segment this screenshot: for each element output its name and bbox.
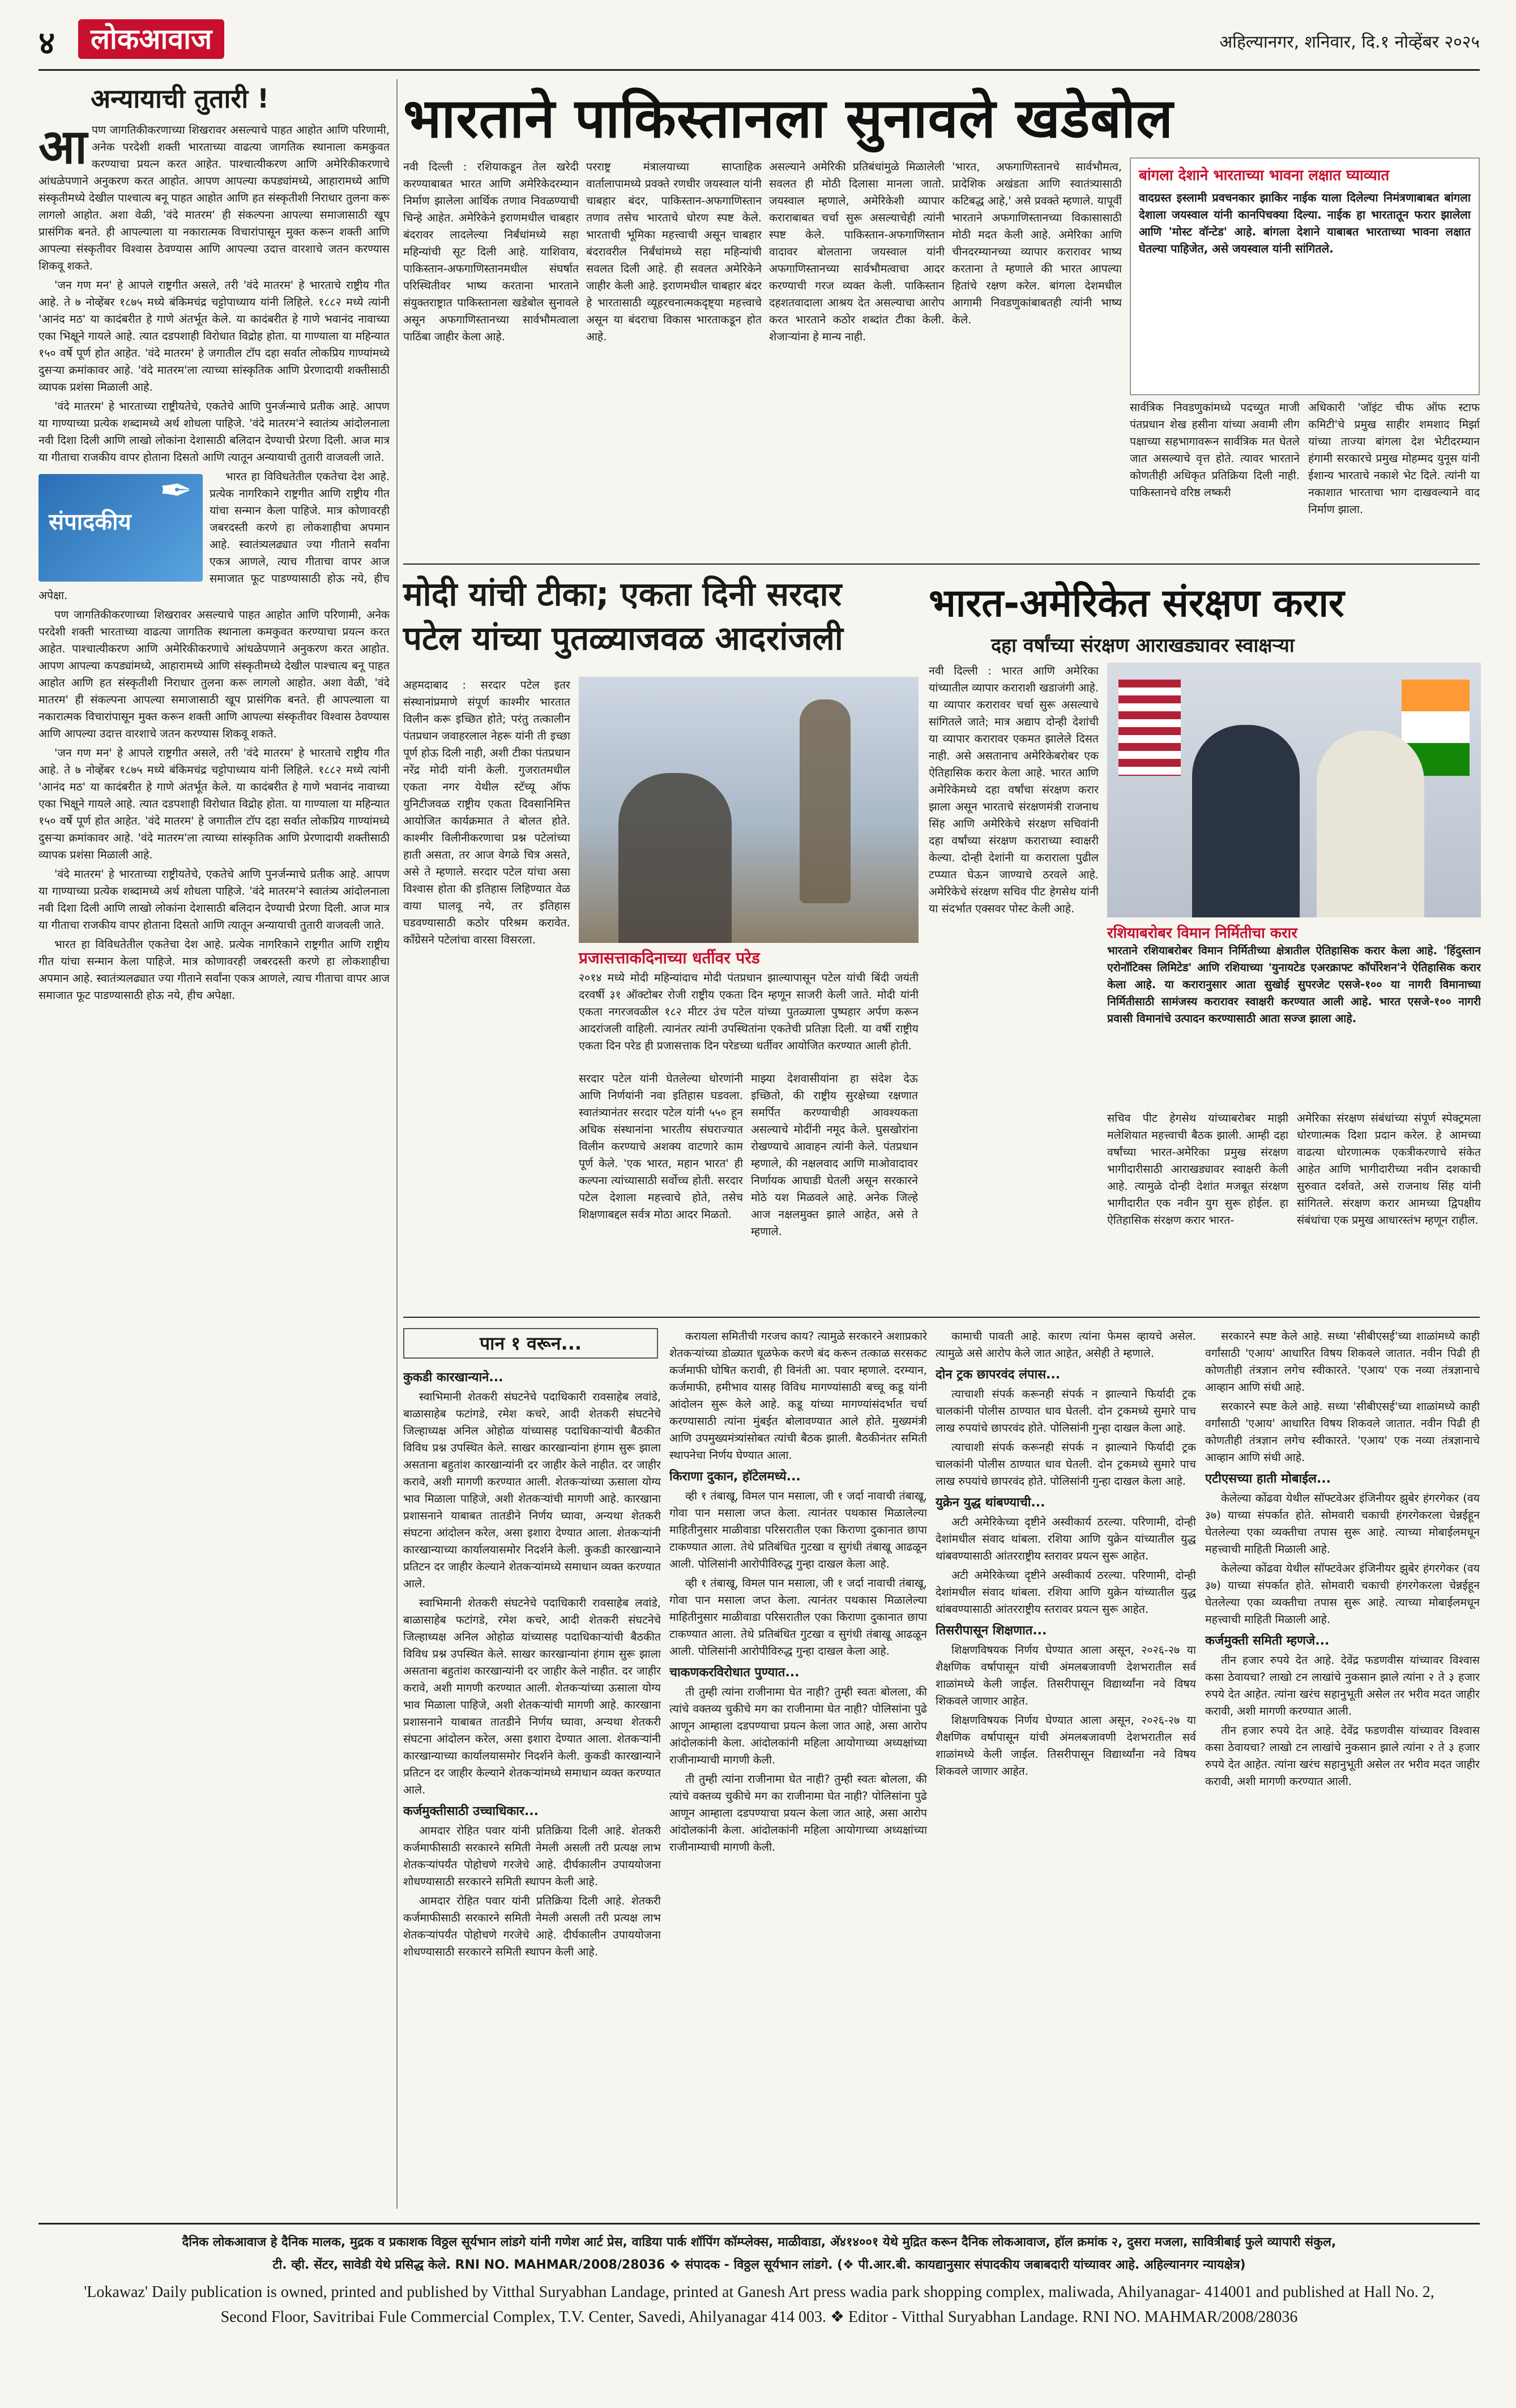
- story-text: स्वाभिमानी शेतकरी संघटनेचे पदाधिकारी रावसाहेब लवांडे, बाळासाहेब फटांगडे, रमेश कचरे, आदी शेतकरी संघटनेचे जिल्हाध्यक्ष अनिल ओहोळ यांच्यासह पदाधिकाऱ्यांची बैठकीत विविध प्रश्न उपस्थित केले. साखर कारखान्यांना हंगाम सुरू झाला असताना बहुतांश कारखान्यांनी दर जाहीर केले नाहीत. दर जाहीर करावे, अशी मागणी करण्यात आली. शेतकऱ्यांच्या ऊसाला योग्य भाव मिळाला पाहिजे, अशी शेतकऱ्यांची मागणी आहे. कारखाना प्रशासनाने याबाबत तातडीने निर्णय घ्यावा, अन्यथा शेतकरी संघटना आंदोलन करेल, असा इशारा देण्यात आला. शेतकऱ्यांनी कारखान्याच्या कार्यालयासमोर निदर्शने केली. कुकडी कारखान्याने प्रतिटन दर जाहीर केल्याने शेतकऱ्यांमध्ये समाधान व्यक्त करण्यात आले.: [403, 1596, 661, 1796]
- india-us-column: अमेरिका संरक्षण संबंधांच्या संपूर्ण स्पेक्ट्रमला धोरणात्मक दिशा प्रदान करेल. हे आमच्या वाढत्या धोरणात्मक एकत्रीकरणाचे संकेत आहेत आणि भागीदारीच्या नवीन दशकाची सुरुवात दर्शवते, असे राजनाथ सिंह यांनी सांगितले. संरक्षण करार आमच्या द्विपक्षीय संबंधांचा एक प्रमुख आधारस्तंभ म्हणून राहील.: [1297, 1112, 1481, 1227]
- story-text: केलेल्या कोंढवा येथील सॉफ्टवेअर इंजिनीयर झुबेर हंगरगेकर (वय ३७) याच्या संपर्कात होते. सोमवारी चकाची हंगरगेकरला चेन्नईहून घेतलेल्या एका व्यक्तीचा तपास सुरू आहे. त्याच्या मोबाईलमधून महत्त्वाची माहिती मिळाली आहे.: [1205, 1562, 1480, 1626]
- story-text: करायला समितीची गरजच काय? त्यामुळे सरकारने अशाप्रकारे शेतकऱ्यांच्या डोळ्यात धूळफेक करणे बंद करून तत्काळ सरसकट कर्जमाफी घोषित करावी, ही विनंती आ. पवार म्हणाले. दरम्यान, कर्जमाफी, हमीभाव यासह विविध मागण्यांसाठी बच्चू कडू यांनी आंदोलन सुरू केले आहे. कडू यांच्या मागण्यांसंदर्भात चर्चा करण्यासाठी त्यांना मुंबईत बोलावण्यात आले होते. मुख्यमंत्री आणि उपमुख्यमंत्र्यांसोबत त्यांची बैठक झाली. बैठकीनंतर समिती स्थापनेचा निर्णय घेण्यात आला.: [669, 1330, 927, 1462]
- story-text: ती तुम्ही त्यांना राजीनामा घेत नाही? तुम्ही स्वतः बोलला, की त्यांचे वक्तव्य चुकीचे मग का राजीनामा घेत नाही? पोलिसांना पुढे आणून आम्हाला दडपण्याचा प्रयत्न केला जात आहे, असा आरोप आंदोलकांनी केला. आंदोलकांनी महिला आयोगाच्या अध्यक्षांच्या राजीनाम्याची मागणी केली.: [669, 1685, 927, 1766]
- caption-text: भारताने रशियाबरोबर विमान निर्मितीच्या क्षेत्रातील ऐतिहासिक करार केला आहे. 'हिंदुस्तान एरोनॉटिक्स लिमिटेड' आणि रशियाच्या 'युनायटेड एअरक्राफ्ट कॉर्पोरेशन'ने ऐतिहासिक करार केला आहे. या करारानुसार आता सुखोई सुपरजेट एसजे-१०० या नागरी विमानाच्या निर्मितीसाठी सामंजस्य करारावर स्वाक्षरी करण्यात आली आहे. भारत एसजे-१०० नागरी प्रवासी विमानांचे उत्पादन करण्यासाठी आता सज्ज झाला आहे.: [1107, 944, 1481, 1025]
- story-subhead: कुकडी कारखान्याने...: [403, 1370, 503, 1385]
- story-subhead: तिसरीपासून शिक्षणात...: [936, 1624, 1047, 1638]
- lead-column: नवी दिल्ली : रशियाकडून तेल खरेदी करण्याबाबत भारत आणि अमेरिकेदरम्यान निर्माण झालेला आर्थिक तणाव निवळण्याची चिन्हे आहेत. अमेरिकेने इराणमधील चाबहार बंदरावर लादलेल्या निर्बंधांमध्ये सहा महिन्यांची सूट दिली आहे. याशिवाय, पाकिस्तान-अफगाणिस्तानमधील संघर्षात परिस्थितीवर भाष्य करताना भारताने संयुक्तराष्ट्रात पाकिस्तानला खडेबोल सुनावले असून अफगाणिस्तानच्या सार्वभौमत्वाला पाठिंबा जाहीर केला आहे.: [403, 160, 579, 343]
- story-text: शिक्षणविषयक निर्णय घेण्यात आला असून, २०२६-२७ या शैक्षणिक वर्षापासून यांची अंमलबजावणी देशभरातील सर्व शाळांमध्ये केली जाईल. तिसरीपासून विद्यार्थ्यांना नवे विषय शिकवले जाणार आहेत.: [936, 1643, 1196, 1707]
- story-text: ती तुम्ही त्यांना राजीनामा घेत नाही? तुम्ही स्वतः बोलला, की त्यांचे वक्तव्य चुकीचे मग का राजीनामा घेत नाही? पोलिसांना पुढे आणून आम्हाला दडपण्याचा प्रयत्न केला जात आहे, असा आरोप आंदोलकांनी केला. आंदोलकांनी महिला आयोगाच्या अध्यक्षांच्या राजीनाम्याची मागणी केली.: [669, 1773, 927, 1854]
- quill-pen-icon: ✒: [159, 467, 193, 514]
- imprint-line: टी. व्ही. सेंटर, सावेडी येथे प्रसिद्ध केले. RNI NO. MAHMAR/2008/28036 ❖ संपादक - विठ्ठल सूर्यभान लांडगे. (❖ पी.आर.बी. कायद्यानुसार संपादकीय जबाबदारी यांच्यावर आहे. अहिल्यानगर न्यायक्षेत्र): [272, 2258, 1246, 2272]
- india-us-subhead: दहा वर्षांच्या संरक्षण आराखड्यावर स्वाक्षऱ्या: [991, 634, 1295, 657]
- sidebar-title: बांगला देशाने भारताच्या भावना लक्षात घ्याव्यात: [1139, 167, 1390, 184]
- story-subhead: युक्रेन युद्ध थांबण्याची...: [936, 1496, 1045, 1510]
- story-subhead: कर्जमुक्तीसाठी उच्चाधिकार...: [403, 1804, 539, 1818]
- lead-column: परराष्ट्र मंत्रालयाच्या साप्ताहिक वार्तालापामध्ये प्रवक्ते रणधीर जयस्वाल यांनी चाबहार बंदर, पाकिस्तान-अफगाणिस्तान तणाव तसेच भारताचे धोरण स्पष्ट केले. भारताची भूमिका महत्त्वाची असून चाबहार बंदरावरील निर्बंधांमध्ये सहा महिन्यांची सवलत दिली आहे. ही सवलत अमेरिकेने जाहीर केली आहे. इराणमधील चाबहार बंदर हे भारतासाठी व्यूहरचनात्मकदृष्ट्या महत्त्वाचे असून या बंदराचा विकास भारताकडून होत आहे.: [586, 160, 762, 343]
- modi-figure: [618, 773, 732, 943]
- story-subhead: दोन ट्रक छापरवंद लंपास...: [936, 1368, 1061, 1382]
- sampadkiya-label: संपादकीय: [49, 509, 131, 535]
- continued-label-text: पान १ वरून...: [479, 1333, 582, 1354]
- flag-left: [1118, 680, 1181, 776]
- page-number: ४: [39, 25, 55, 62]
- lead-headline: भारताने पाकिस्तानला सुनावले खडेबोल: [403, 87, 1174, 150]
- story-text: आमदार रोहित पवार यांनी प्रतिक्रिया दिली आहे. शेतकरी कर्जमाफीसाठी सरकारने समिती नेमली असली तरी प्रत्यक्ष लाभ शेतकऱ्यांपर्यंत पोहोचणे गरजेचे आहे. दीर्घकालीन उपाययोजना शोधण्यासाठी सरकारने समिती स्थापन केली आहे.: [403, 1824, 661, 1888]
- editorial-dropcap: आ: [39, 122, 87, 174]
- modi-headline-line: मोदी यांची टीका; एकता दिनी सरदार: [403, 575, 842, 613]
- india-us-column: सचिव पीट हेगसेथ यांच्याबरोबर माझी मलेशियात महत्त्वाची बैठक झाली. आम्ही दहा वर्षांच्या भारत-अमेरिका प्रमुख संरक्षण भागीदारीसाठी आराखड्यावर स्वाक्षरी केली आहे. त्यामुळे दोन्ही देशांत मजबूत संरक्षण भागीदारीत एक नवीन युग सुरू होईल. हा ऐतिहासिक संरक्षण करार भारत-: [1107, 1112, 1288, 1227]
- photo-caption: रशियाबरोबर विमान निर्मितीचा करार: [1107, 925, 1297, 942]
- sidebar-text: वादग्रस्त इस्लामी प्रवचनकार झाकिर नाईक याला दिलेल्या निमंत्रणाबाबत बांगला देशाला जयस्वाल यांनी कानपिचक्या दिल्या. नाईक हा भारतातून फरार झालेला आणि 'मोस्ट वॉन्टेड' आहे. बांगला देशाने याबाबत भारताच्या भावना लक्षात घेतल्या पाहिजेत, असे जयस्वाल यांनी सांगितले.: [1139, 191, 1471, 255]
- modi-column: माझ्या देशवासीयांना हा संदेश देऊ इच्छितो, की राष्ट्रीय सुरक्षेच्या रक्षणात समर्पित करण्याचीही आवश्यकता असल्याचे मोदींनी नमूद केले. घुसखोरांना रोखण्याचे आवाहन त्यांनी केले. पंतप्रधान म्हणाले, की नक्षलवाद आणि माओवादावर निर्णायक आघाडी घेतली असून सरकारने मोठे यश मिळवले आहे. अनेक जिल्हे आज नक्षलमुक्त झाले आहेत, असे ते म्हणाले.: [751, 1072, 918, 1238]
- modi-headline: [403, 572, 913, 660]
- story-subhead: कर्जमुक्ती समिती म्हणजे...: [1205, 1634, 1330, 1648]
- story-text: त्याचाशी संपर्क करूनही संपर्क न झाल्याने फिर्यादी ट्रक चालकांनी पोलीस ठाण्यात धाव घेतली. दोन ट्रकमध्ये सुमारे पाच लाख रुपयांचे छापरवंद होते. पोलिसांनी गुन्हा दाखल केला आहे.: [936, 1387, 1196, 1434]
- continued-column: [936, 1328, 1196, 2214]
- editorial-para: 'वंदे मातरम' हे भारताच्या राष्ट्रीयतेचे, एकतेचे आणि पुनर्जन्माचे प्रतीक आहे. आपण या गाण्याच्या प्रत्येक शब्दामध्ये अर्थ शोधला पाहिजे. 'वंदे मातरम'ने स्वातंत्र्य आंदोलनाला नवी दिशा दिली आणि लाखो लोकांना देशासाठी बलिदान देण्याची प्रेरणा दिली. आज मात्र या गीताचा राजकीय वापर होताना दिसतो आणि त्यातून अन्यायाची तुतारी वाजवली जाते.: [39, 400, 390, 464]
- story-text: स्वाभिमानी शेतकरी संघटनेचे पदाधिकारी रावसाहेब लवांडे, बाळासाहेब फटांगडे, रमेश कचरे, आदी शेतकरी संघटनेचे जिल्हाध्यक्ष अनिल ओहोळ यांच्यासह पदाधिकाऱ्यांची बैठकीत विविध प्रश्न उपस्थित केले. साखर कारखान्यांना हंगाम सुरू झाला असताना बहुतांश कारखान्यांनी दर जाहीर केले नाहीत. दर जाहीर करावे, अशी मागणी करण्यात आली. शेतकऱ्यांच्या ऊसाला योग्य भाव मिळाला पाहिजे, अशी शेतकऱ्यांची मागणी आहे. कारखाना प्रशासनाने याबाबत तातडीने निर्णय घ्यावा, अन्यथा शेतकरी संघटना आंदोलन करेल, असा इशारा देण्यात आला. शेतकऱ्यांनी कारखान्याच्या कार्यालयासमोर निदर्शने केली. कुकडी कारखान्याने प्रतिटन दर जाहीर केल्याने शेतकऱ्यांमध्ये समाधान व्यक्त करण्यात आले.: [403, 1390, 661, 1590]
- india-us-headline: भारत-अमेरिकेत संरक्षण करार: [929, 581, 1344, 626]
- india-us-left-column: नवी दिल्ली : भारत आणि अमेरिका यांच्यातील व्यापार कराराशी खडाजंगी आहे. या व्यापार करारावर चर्चा सुरू असल्याचे सांगितले जाते; मात्र अद्याप दोन्ही देशांची या व्यापार करारावर एकमत झालेले दिसत नाही. असे असतानाच अमेरिकेबरोबर एक ऐतिहासिक करार केला आहे. भारत आणि अमेरिकेमध्ये दहा वर्षांचा संरक्षण करार झाला असून भारताचे संरक्षणमंत्री राजनाथ सिंह आणि अमेरिकेचे संरक्षण सचिवांनी दहा वर्षांच्या संरक्षण कराराच्या स्वाक्षरी केल्या. दोन्ही देशांनी या कराराला पुढील टप्प्यात घेऊन जाण्याचे ठरवले आहे. अमेरिकेचे संरक्षण सचिव पीट हेगसेथ यांनी या संदर्भात एक्सवर पोस्ट केली आहे.: [929, 664, 1099, 915]
- statue-photo: [579, 677, 919, 943]
- imprint-line: दैनिक लोकआवाज हे दैनिक मालक, मुद्रक व प्रकाशक विठ्ठल सूर्यभान लांडगे यांनी गणेश आर्ट प्रेस, वाडिया पार्क शॉपिंग कॉम्प्लेक्स, माळीवाडा, अ‍ॅ४१४००१ येथे मुद्रित करून दैनिक लोकआवाज, हॉल क्रमांक २, दुसरा मजला, सावित्रीबाई फुले व्यापारी संकुल,: [182, 2235, 1336, 2249]
- lead-column: 'भारत, अफगाणिस्तानचे सार्वभौमत्व, प्रादेशिक अखंडता आणि स्वातंत्र्यासाठी कटिबद्ध आहे,' असे प्रवक्ते म्हणाले. यापूर्वी भारताने अफगाणिस्तानच्या विकासासाठी मोठी मदत केली आहे. अमेरिका आणि चीनदरम्यानच्या व्यापार करारावर भाष्य करताना ते म्हणाले की भारत आपल्या हितांचे रक्षण करेल. बांगला देशमधील आगामी निवडणुकांबाबतही त्यांनी भाष्य केले.: [952, 160, 1122, 326]
- continued-column: [669, 1328, 927, 2214]
- story-subhead: किराणा दुकान, हॉटेलमध्ये...: [669, 1470, 801, 1484]
- section-rule: [403, 1317, 1480, 1318]
- editorial-para: 'जन गण मन' हे आपले राष्ट्रगीत असले, तरी 'वंदे मातरम' हे भारताचे राष्ट्रीय गीत आहे. ते ७ नोव्हेंबर १८७५ मध्ये बंकिमचंद्र चट्टोपाध्याय यांनी लिहिले. १८८२ मध्ये त्यांनी 'आनंद मठ' या कादंबरीत हे गाणे अंतर्भूत केले. या कादंबरीत हे गाणे भवानंद नावाच्या एका भिक्षूने गायले आहे. त्यात दडपशाही विरोधात विद्रोह होता. या गाण्याला या महिन्यात १५० वर्षे पूर्ण होत आहेत. 'वंदे मातरम' हे जगातील टॉप दहा सर्वात लोकप्रिय गाण्यांमध्ये दुसऱ्या क्रमांकावर आहे. 'वंदे मातरम'ला त्याच्या सांस्कृतिक आणि प्रेरणादायी शक्तीसाठी व्यापक प्रशंसा मिळाली आहे.: [39, 279, 390, 394]
- modi-column: सरदार पटेल यांनी घेतलेल्या धोरणांनी आणि निर्णयांनी नवा इतिहास घडवला. स्वातंत्र्यानंतर सरदार पटेल यांनी ५५० हून अधिक संस्थानांना भारतीय संघराज्यात विलीन करण्याचे अशक्य वाटणारे काम पूर्ण केले. 'एक भारत, महान भारत' ही कल्पना त्यांच्यासाठी सर्वोच्च होती. सरदार पटेल देशाला महत्त्वाचे होते, तसेच शिक्षणाबद्दल सर्वत्र मोठा आदर मिळतो.: [579, 1072, 743, 1221]
- story-subhead: चाकणकरविरोधात पुण्यात...: [669, 1666, 800, 1680]
- dateline: अहिल्यानगर, शनिवार, दि.१ नोव्हेंबर २०२५: [1219, 32, 1480, 52]
- continued-label: [403, 1328, 658, 1359]
- imprint-line: 'Lokawaz' Daily publication is owned, printed and published by Vitthal Suryabhan Landage, printed at Ganesh Art press wadia park shopping complex, maliwada, Ahilyanagar- 414001 and published at Hall No. 2,: [84, 2283, 1434, 2301]
- editorial-para: भारत हा विविधतेतील एकतेचा देश आहे. प्रत्येक नागरिकाने राष्ट्रगीत आणि राष्ट्रीय गीत यांचा सन्मान केला पाहिजे. मात्र कोणावरही जबरदस्ती करणे हा लोकशाहीचा अपमान आहे. स्वातंत्र्यलढ्यात ज्या गीताने सर्वांना एकत्र आणले, त्याच गीताचा वापर आज समाजात फूट पाडण्यासाठी होऊ नये, हीच अपेक्षा.: [39, 470, 390, 602]
- story-text: आमदार रोहित पवार यांनी प्रतिक्रिया दिली आहे. शेतकरी कर्जमाफीसाठी सरकारने समिती नेमली असली तरी प्रत्यक्ष लाभ शेतकऱ्यांपर्यंत पोहोचणे गरजेचे आहे. दीर्घकालीन उपाययोजना शोधण्यासाठी सरकारने समिती स्थापन केली आहे.: [403, 1894, 661, 1958]
- editorial-para: पण जागतिकीकरणाच्या शिखरावर असल्याचे पाहत आहोत आणि परिणामी, अनेक परदेशी शक्ती भारताच्या वाढत्या जागतिक स्थानाला कमकुवत करण्याचा प्रयत्न करत आहेत. पाश्चात्यीकरण आणि अमेरिकीकरणाचे आंधळेपणाने अनुकरण करत आहोत. आपण आपल्या कपड्यांमध्ये, आहारामध्ये आणि संस्कृतीमध्ये देखील पाश्चात्य बनू पाहत आहोत आणि हत संस्कृतीशी निराधार तुलना करू लागलो आहोत. अशा वेळी, 'वंदे मातरम' ही संकल्पना आपल्या समाजासाठी खूप प्रासंगिक बनते. ही आपल्याला या नकारात्मक विचारांपासून मुक्त करून शक्ती आणि आपल्या संस्कृतीवर विश्वास ठेवण्यास आणि आपल्या उदात्त वारशाचे जतन करण्यास शिकवू शकते.: [39, 123, 390, 272]
- defence-ministers-photo: [1107, 663, 1481, 917]
- editorial-para: 'जन गण मन' हे आपले राष्ट्रगीत असले, तरी 'वंदे मातरम' हे भारताचे राष्ट्रीय गीत आहे. ते ७ नोव्हेंबर १८७५ मध्ये बंकिमचंद्र चट्टोपाध्याय यांनी लिहिले. १८८२ मध्ये त्यांनी 'आनंद मठ' या कादंबरीत हे गाणे अंतर्भूत केले. या कादंबरीत हे गाणे भवानंद नावाच्या एका भिक्षूने गायले आहे. त्यात दडपशाही विरोधात विद्रोह होता. या गाण्याला या महिन्यात १५० वर्षे पूर्ण होत आहेत. 'वंदे मातरम' हे जगातील टॉप दहा सर्वात लोकप्रिय गाण्यांमध्ये दुसऱ्या क्रमांकावर आहे. 'वंदे मातरम'ला त्याच्या सांस्कृतिक आणि प्रेरणादायी शक्तीसाठी व्यापक प्रशंसा मिळाली आहे.: [39, 746, 390, 861]
- imprint-footer: [39, 2231, 1480, 2396]
- story-text: केलेल्या कोंढवा येथील सॉफ्टवेअर इंजिनीयर झुबेर हंगरगेकर (वय ३७) याच्या संपर्कात होते. सोमवारी चकाची हंगरगेकरला चेन्नईहून घेतलेल्या एका व्यक्तीचा तपास सुरू आहे. त्याच्या मोबाईलमधून महत्त्वाची माहिती मिळाली आहे.: [1205, 1492, 1480, 1556]
- sampadkiya-badge: [39, 467, 203, 582]
- editorial-body: [39, 122, 390, 1280]
- story-text: सरकारने स्पष्ट केले आहे. सध्या 'सीबीएसई'च्या शाळांमध्ये काही वर्गांसाठी 'एआय' आधारित विषय शिकवले जातात. नवीन पिढी ही कोणतीही तंत्रज्ञान लगेच स्वीकारते. 'एआय' एक नव्या तंत्रज्ञानाचे आव्हान आणि संधी आहे.: [1205, 1330, 1480, 1394]
- story-text: सरकारने स्पष्ट केले आहे. सध्या 'सीबीएसई'च्या शाळांमध्ये काही वर्गांसाठी 'एआय' आधारित विषय शिकवले जातात. नवीन पिढी ही कोणतीही तंत्रज्ञान लगेच स्वीकारते. 'एआय' एक नव्या तंत्रज्ञानाचे आव्हान आणि संधी आहे.: [1205, 1400, 1480, 1464]
- sidebar-col: अधिकारी 'जॉइंट चीफ ऑफ स्टाफ कमिटी'चे प्रमुख साहीर शमशाद मिर्झा यांच्या ताज्या बांगला देश भेटीदरम्यान हंगामी सरकारचे प्रमुख मोहम्मद युनूस यांनी ईशान्य भारताचे नकाशे भेट दिले. त्यांनी या नकाशात भारताचा भाग दाखवल्याने वाद निर्माण झाला.: [1308, 401, 1480, 516]
- statue-silhouette: [800, 699, 851, 903]
- paper-name: लोकआवाज: [91, 23, 212, 55]
- story-text: तीन हजार रुपये देत आहे. देवेंद्र फडणवीस यांच्यावर विश्वास कसा ठेवायचा? लाखो टन लाखांचे नुकसान झाले त्यांना २ ते ३ हजार रुपये देत आहेत. त्यांना खरंच सहानुभूती असेल तर भरीव मदत जाहीर करावी, अशी मागणी करण्यात आली.: [1205, 1724, 1480, 1788]
- story-text: अटी अमेरिकेच्या दृष्टीने अस्वीकार्य ठरल्या. परिणामी, दोन्ही देशांमधील संवाद थांबला. रशिया आणि युक्रेन यांच्यातील युद्ध थांबवण्यासाठी आंतरराष्ट्रीय स्तरावर प्रयत्न सुरू आहेत.: [936, 1515, 1196, 1562]
- imprint-line: Second Floor, Savitribai Fule Commercial Complex, T.V. Center, Savedi, Ahilyanagar 414 003. ❖ Editor - Vitthal Suryabhan Landage. RNI NO. MAHMAR/2008/28036: [220, 2308, 1298, 2326]
- modi-headline-line: पटेल यांच्या पुतळ्याजवळ आदरांजली: [403, 619, 843, 657]
- person-right: [1317, 731, 1424, 917]
- paper-logo: [78, 19, 224, 59]
- continued-column: [403, 1365, 661, 2214]
- editorial-title: अन्यायाची तुतारी !: [91, 83, 270, 114]
- story-subhead: एटीएसच्या हाती मोबाईल...: [1205, 1472, 1331, 1486]
- caption-text: २०१४ मध्ये मोदी महिन्यांदाच मोदी पंतप्रधान झाल्यापासून पटेल यांची बिंदी जयंती दरवर्षी ३१ ऑक्टोबर रोजी राष्ट्रीय एकता दिन म्हणून साजरी केली जाते. मोदी यांनी एकता नगरजवळील १८२ मीटर उंच पटेल यांच्या पुतळ्याला पुष्पहार अर्पण करून आदरांजली वाहिली. त्यानंतर त्यांनी उपस्थितांना एकतेची प्रतिज्ञा दिली. या वर्षी राष्ट्रीय एकता दिन परेड ही प्रजासत्ताक दिन परेडच्या धर्तीवर आयोजित करण्यात आली होती.: [579, 971, 919, 1052]
- story-text: कामाची पावती आहे. कारण त्यांना फेमस व्हायचे असेल. त्यामुळे असे आरोप केले जात आहेत, असेही ते म्हणाले.: [936, 1330, 1196, 1360]
- lead-sidebar-box: [1130, 157, 1480, 395]
- editorial-para: भारत हा विविधतेतील एकतेचा देश आहे. प्रत्येक नागरिकाने राष्ट्रगीत आणि राष्ट्रीय गीत यांचा सन्मान केला पाहिजे. मात्र कोणावरही जबरदस्ती करणे हा लोकशाहीचा अपमान आहे. स्वातंत्र्यलढ्यात ज्या गीताने सर्वांना एकत्र आणले, त्याच गीताचा वापर आज समाजात फूट पाडण्यासाठी होऊ नये, हीच अपेक्षा.: [39, 938, 390, 1002]
- modi-left-column: अहमदाबाद : सरदार पटेल इतर संस्थानांप्रमाणे संपूर्ण काश्मीर भारतात विलीन करू इच्छित होते; परंतु तत्कालीन पंतप्रधान जवाहरलाल नेहरू यांनी ती इच्छा पूर्ण होऊ दिली नाही, अशी टीका पंतप्रधान नरेंद्र मोदी यांनी केली. गुजरातमधील एकता नगर येथील स्टॅच्यू ऑफ युनिटीजवळ राष्ट्रीय एकता दिवसानिमित्त आयोजित कार्यक्रमात ते बोलत होते. काश्मीर विलीनीकरणाचा प्रश्न पटेलांच्या हाती असता, तर आज वेगळे चित्र असते, असे ते म्हणाले. सरदार पटेल यांचा असा विश्वास होता की इतिहास लिहिण्यात वेळ वाया घालवू नये, तर इतिहास घडवण्यासाठी कठोर परिश्रम करावेत. काँग्रेसने पटेलांचा वारसा विसरला.: [403, 678, 570, 946]
- story-text: शिक्षणविषयक निर्णय घेण्यात आला असून, २०२६-२७ या शैक्षणिक वर्षापासून यांची अंमलबजावणी देशभरातील सर्व शाळांमध्ये केली जाईल. तिसरीपासून विद्यार्थ्यांना नवे विषय शिकवले जाणार आहेत.: [936, 1714, 1196, 1778]
- continued-column: [1205, 1328, 1480, 2214]
- editorial-para: पण जागतिकीकरणाच्या शिखरावर असल्याचे पाहत आहोत आणि परिणामी, अनेक परदेशी शक्ती भारताच्या वाढत्या जागतिक स्थानाला कमकुवत करण्याचा प्रयत्न करत आहेत. पाश्चात्यीकरण आणि अमेरिकीकरणाचे आंधळेपणाने अनुकरण करत आहोत. आपण आपल्या कपड्यांमध्ये, आहारामध्ये आणि संस्कृतीमध्ये देखील पाश्चात्य बनू पाहत आहोत आणि हत संस्कृतीशी निराधार तुलना करू लागलो आहोत. अशा वेळी, 'वंदे मातरम' ही संकल्पना आपल्या समाजासाठी खूप प्रासंगिक बनते. ही आपल्याला या नकारात्मक विचारांपासून मुक्त करून शक्ती आणि आपल्या संस्कृतीवर विश्वास ठेवण्यास आणि आपल्या उदात्त वारशाचे जतन करण्यास शिकवू शकते.: [39, 608, 390, 740]
- masthead-rule: [39, 69, 1480, 71]
- masthead: [39, 17, 1480, 74]
- lead-column: असल्याने अमेरिकी प्रतिबंधांमुळे मिळालेली सवलत ही मोठी दिलासा मानला जातो. जयस्वाल म्हणाले, अमेरिकेशी व्यापार कराराबाबत चर्चा सुरू असल्याचेही त्यांनी स्पष्ट केले. पाकिस्तान-अफगाणिस्तान वादावर बोलताना जयस्वाल यांनी अफगाणिस्तानच्या सार्वभौमत्वाचा आदर करण्याची गरज व्यक्त केली. पाकिस्तान दहशतवादाला आश्रय देत असल्याचा आरोप करत भारताने कठोर शब्दांत टीका केली. शेजाऱ्यांना हे मान्य नाही.: [769, 160, 945, 343]
- editorial-para: 'वंदे मातरम' हे भारताच्या राष्ट्रीयतेचे, एकतेचे आणि पुनर्जन्माचे प्रतीक आहे. आपण या गाण्याच्या प्रत्येक शब्दामध्ये अर्थ शोधला पाहिजे. 'वंदे मातरम'ने स्वातंत्र्य आंदोलनाला नवी दिशा दिली आणि लाखो लोकांना देशासाठी बलिदान देण्याची प्रेरणा दिली. आज मात्र या गीताचा राजकीय वापर होताना दिसतो आणि त्यातून अन्यायाची तुतारी वाजवली जाते.: [39, 868, 390, 932]
- story-text: व्ही १ तंबाखू, विमल पान मसाला, जी १ जर्दा नावाची तंबाखू, गोवा पान मसाला जप्त केला. त्यानंतर पथकास मिळालेल्या माहितीनुसार माळीवाडा परिसरातील एका किराणा दुकानात छापा टाकण्यात आला. तेथे प्रतिबंधित गुटखा व सुगंधी तंबाखू आढळून आली. पोलिसांनी आरोपीविरुद्ध गुन्हा दाखल केला आहे.: [669, 1489, 927, 1570]
- story-text: त्याचाशी संपर्क करूनही संपर्क न झाल्याने फिर्यादी ट्रक चालकांनी पोलीस ठाण्यात धाव घेतली. दोन ट्रकमध्ये सुमारे पाच लाख रुपयांचे छापरवंद होते. पोलिसांनी गुन्हा दाखल केला आहे.: [936, 1441, 1196, 1488]
- story-text: तीन हजार रुपये देत आहे. देवेंद्र फडणवीस यांच्यावर विश्वास कसा ठेवायचा? लाखो टन लाखांचे नुकसान झाले त्यांना २ ते ३ हजार रुपये देत आहेत. त्यांना खरंच सहानुभूती असेल तर भरीव मदत जाहीर करावी, अशी मागणी करण्यात आली.: [1205, 1654, 1480, 1718]
- column-divider: [396, 79, 398, 2209]
- person-left: [1192, 725, 1300, 917]
- section-rule: [403, 563, 1480, 565]
- footer-rule: [39, 2223, 1480, 2225]
- photo-caption: प्रजासत्ताकदिनाच्या धर्तीवर परेड: [579, 949, 760, 967]
- sidebar-col: सार्वत्रिक निवडणुकांमध्ये पदच्युत माजी पंतप्रधान शेख हसीना यांच्या अवामी लीग पक्षाच्या सहभागावरून सार्वत्रिक मत घेतले जात असल्याचे वृत्त होते. त्यावर भारताने कोणतीही अधिकृत प्रतिक्रिया दिली नाही. पाकिस्तानचे वरिष्ठ लष्करी: [1130, 401, 1300, 499]
- story-text: व्ही १ तंबाखू, विमल पान मसाला, जी १ जर्दा नावाची तंबाखू, गोवा पान मसाला जप्त केला. त्यानंतर पथकास मिळालेल्या माहितीनुसार माळीवाडा परिसरातील एका किराणा दुकानात छापा टाकण्यात आला. तेथे प्रतिबंधित गुटखा व सुगंधी तंबाखू आढळून आली. पोलिसांनी आरोपीविरुद्ध गुन्हा दाखल केला आहे.: [669, 1577, 927, 1658]
- story-text: अटी अमेरिकेच्या दृष्टीने अस्वीकार्य ठरल्या. परिणामी, दोन्ही देशांमधील संवाद थांबला. रशिया आणि युक्रेन यांच्यातील युद्ध थांबवण्यासाठी आंतरराष्ट्रीय स्तरावर प्रयत्न सुरू आहेत.: [936, 1569, 1196, 1616]
